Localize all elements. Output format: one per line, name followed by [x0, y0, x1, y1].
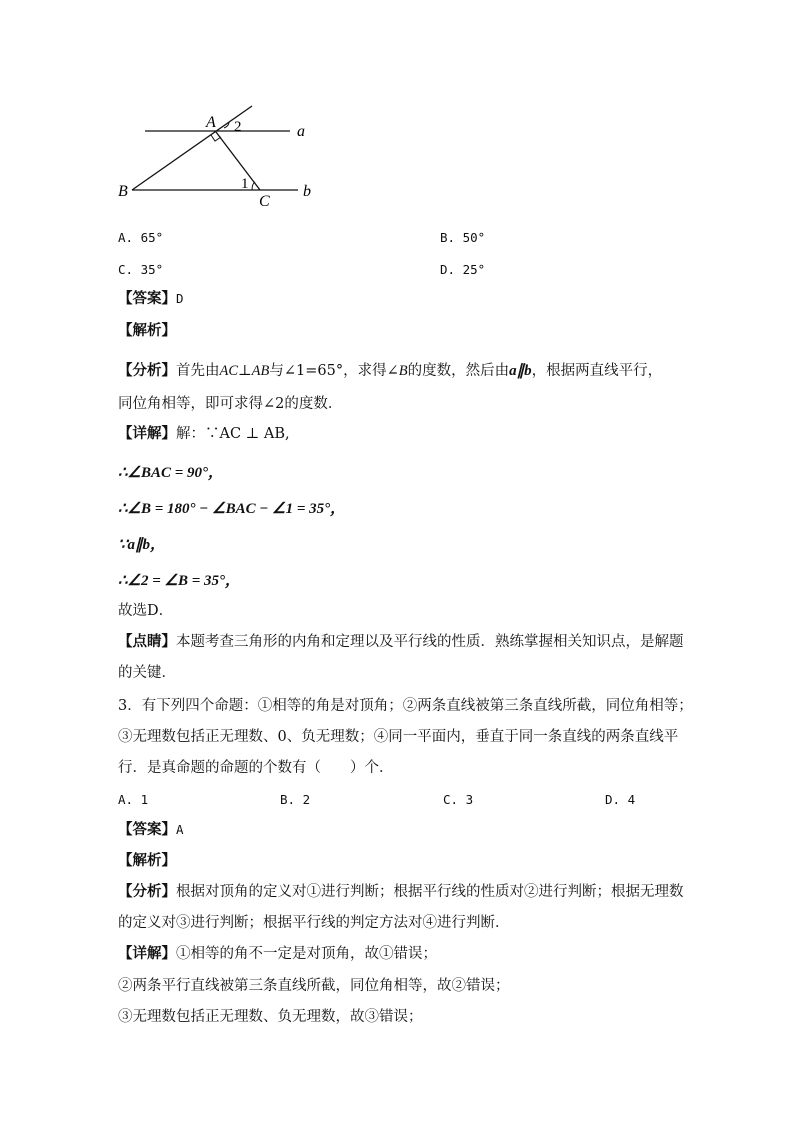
- fenxi-text: 根据对顶角的定义对①进行判断；根据平行线的性质对②进行判断；根据无理数: [176, 884, 684, 900]
- q3-stem-line-1: 3．有下列四个命题：①相等的角是对顶角；②两条直线被第三条直线所截，同位角相等；: [118, 698, 693, 714]
- label-B: B: [118, 183, 128, 200]
- perp-symbol: ⊥: [238, 363, 252, 379]
- label-C: C: [259, 193, 270, 210]
- fenxi-text: ，根据两直线平行，: [531, 363, 663, 379]
- fenxi-tag: 【分析】: [118, 883, 176, 900]
- answer-tag: 【答案】: [118, 821, 176, 838]
- parallel-lines-diagram: [110, 95, 340, 215]
- math-a-parallel-b: a∥b: [509, 363, 532, 379]
- q3-fenxi-line-2: 的定义对③进行判断；根据平行线的判定方法对④进行判断．: [118, 915, 510, 931]
- answer-tag: 【答案】: [118, 290, 176, 307]
- q3-stem-line-2: ③无理数包括正无理数、0、负无理数；④同一平面内，垂直于同一条直线的两条直线平: [118, 729, 679, 745]
- q2-answer-line: [118, 289, 184, 309]
- dianjing-text: 本题考查三角形的内角和定理以及平行线的性质．熟练掌握相关知识点，是解题: [176, 634, 684, 650]
- q3-xiangjie-line-2: ②两条平行直线被第三条直线所截，同位角相等，故②错误；: [118, 978, 510, 994]
- fenxi-text: 首先由: [176, 363, 220, 379]
- label-line-b: b: [303, 183, 311, 200]
- q3-xiangjie-line-1: [118, 944, 437, 964]
- fenxi-text: 与∠1=65°，求得∠: [269, 363, 399, 379]
- q2-step-3: ∵a∥b，: [118, 537, 166, 553]
- label-A: A: [206, 114, 216, 131]
- answer-value: D: [176, 291, 184, 306]
- q2-dianjing-line-2: 的关键．: [118, 665, 176, 681]
- label-line-a: a: [297, 123, 305, 140]
- q3-fenxi-line-1: [118, 882, 684, 902]
- q2-step-4: ∴∠2 = ∠B = 35°，: [118, 573, 241, 589]
- q2-option-b: B. 50°: [440, 230, 486, 245]
- q3-answer-line: [118, 820, 184, 840]
- q3-option-c: C. 3: [443, 792, 474, 807]
- q2-option-c: C. 35°: [118, 262, 164, 277]
- q3-analysis-tag: [118, 851, 176, 871]
- xiangjie-text: ①相等的角不一定是对顶角，故①错误；: [176, 946, 437, 962]
- q3-option-b: B. 2: [280, 792, 311, 807]
- q2-fenxi-line-2: 同位角相等，即可求得∠2的度数．: [118, 396, 343, 412]
- q3-xiangjie-line-3: ③无理数包括正无理数、负无理数，故③错误；: [118, 1009, 423, 1025]
- q2-option-d: D. 25°: [440, 262, 486, 277]
- dianjing-tag: 【点睛】: [118, 633, 176, 650]
- xiangjie-text: 解：∵AC ⊥ AB,: [176, 426, 290, 442]
- q2-step-2: ∴∠B = 180° − ∠BAC − ∠1 = 35°，: [118, 501, 346, 517]
- q2-conclusion: 故选D．: [118, 603, 174, 619]
- xiangjie-tag: 【详解】: [118, 425, 176, 442]
- q2-xiangjie-line: [118, 424, 290, 444]
- label-angle-1: 1: [241, 176, 249, 192]
- q2-fenxi-line-1: [118, 361, 662, 381]
- math-b: B: [398, 363, 408, 379]
- q3-option-a: A. 1: [118, 792, 149, 807]
- answer-value: A: [176, 822, 184, 837]
- q2-option-a: A. 65°: [118, 230, 164, 245]
- label-angle-2: 2: [234, 119, 242, 135]
- math-ac: AC: [219, 363, 239, 379]
- q3-stem-line-3: 行．是真命题的命题的个数有（ ）个．: [118, 760, 394, 776]
- analysis-tag: 【解析】: [118, 322, 176, 339]
- q3-option-d: D. 4: [605, 792, 636, 807]
- fenxi-text: 的度数，然后由: [407, 363, 510, 379]
- q2-dianjing-line-1: [118, 632, 684, 652]
- math-ab: AB: [251, 363, 270, 379]
- xiangjie-tag: 【详解】: [118, 945, 176, 962]
- q2-analysis-tag: [118, 321, 176, 341]
- fenxi-tag: 【分析】: [118, 362, 176, 379]
- analysis-tag: 【解析】: [118, 852, 176, 869]
- q2-step-1: ∴∠BAC = 90°，: [118, 465, 224, 481]
- geometry-figure: [110, 95, 340, 215]
